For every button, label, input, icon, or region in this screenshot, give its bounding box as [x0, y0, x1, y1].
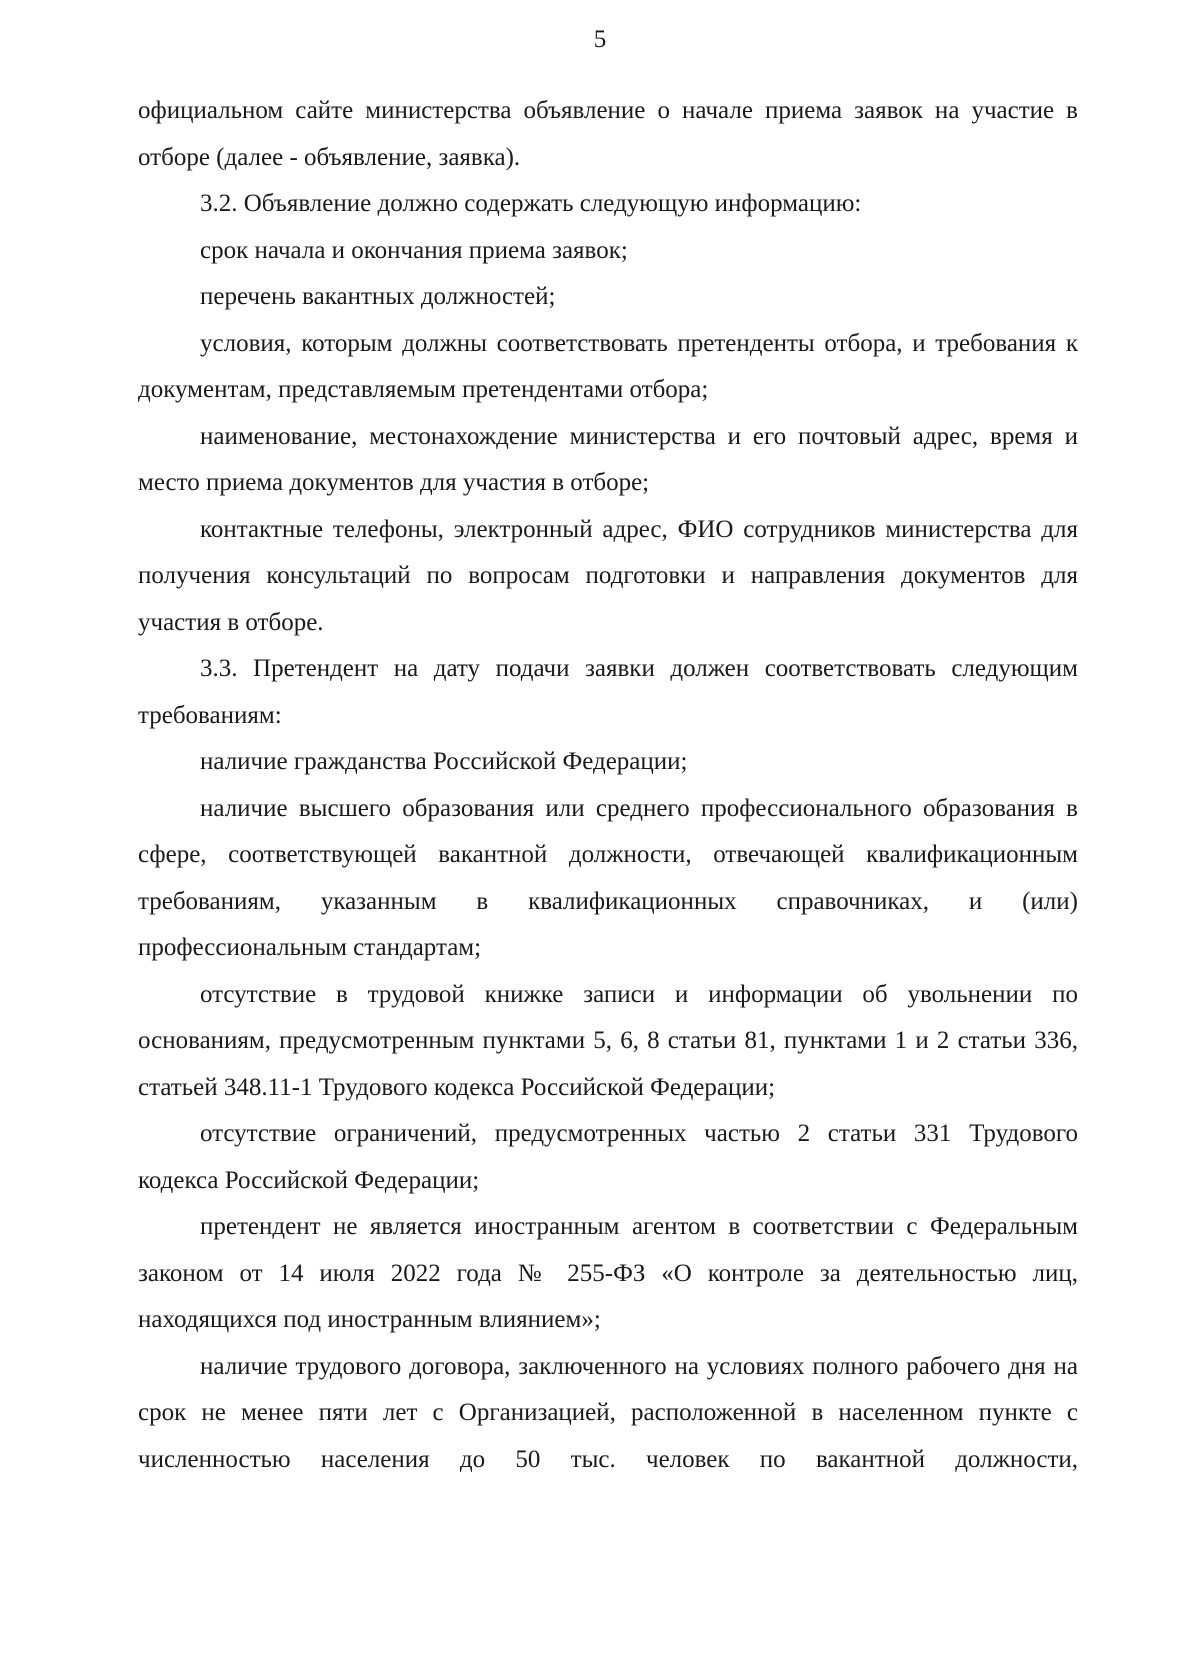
paragraph: контактные телефоны, электронный адрес, ФИО сотрудников министерства для получения консультаций по вопросам подготовки и направления документов для участия в отборе.: [138, 515, 1078, 636]
document-body: [138, 88, 1078, 1483]
paragraph: наличие высшего образования или среднего профессионального образования в сфере, соответствующей вакантной должности, отвечающей квалификационным требованиям, указанным в квалификационных справочниках, и (или) профессиональным стандартам;: [138, 794, 1078, 961]
page-number: 5: [593, 26, 607, 53]
paragraph: претендент не является иностранным агентом в соответствии с Федеральным законом от 14 июля 2022 года № 255-ФЗ «О контроле за деятельностью лиц, находящихся под иностранным влиянием»;: [138, 1213, 1078, 1333]
paragraph: отсутствие ограничений, предусмотренных частью 2 статьи 331 Трудового кодекса Российской Федерации;: [138, 1120, 1078, 1194]
paragraph: условия, которым должны соответствовать претенденты отбора, и требования к документам, представляемым претендентами отбора;: [138, 329, 1078, 403]
paragraph: наименование, местонахождение министерства и его почтовый адрес, время и место приема документов для участия в отборе;: [138, 422, 1078, 496]
paragraph: наличие гражданства Российской Федерации;: [200, 748, 688, 775]
paragraph: наличие трудового договора, заключенного на условиях полного рабочего дня на срок не менее пяти лет с Организацией, расположенной в населенном пункте с численностью населения до 50 тыс. человек по вакантной должности,: [138, 1352, 1078, 1473]
paragraph: перечень вакантных должностей;: [200, 283, 556, 310]
paragraph: официальном сайте министерства объявление о начале приема заявок на участие в отборе (далее - объявление, заявка).: [138, 97, 1078, 171]
paragraph-section-3-2: 3.2. Объявление должно содержать следующую информацию:: [200, 190, 862, 217]
paragraph: срок начала и окончания приема заявок;: [200, 236, 628, 264]
paragraph: отсутствие в трудовой книжке записи и информации об увольнении по основаниям, предусмотренным пунктами 5, 6, 8 статьи 81, пунктами 1 и 2 статьи 336, статьей 348.11-1 Трудового кодекса Российской Федерации;: [138, 980, 1078, 1101]
paragraph-section-3-3: 3.3. Претендент на дату подачи заявки должен соответствовать следующим требованиям:: [138, 655, 1078, 729]
